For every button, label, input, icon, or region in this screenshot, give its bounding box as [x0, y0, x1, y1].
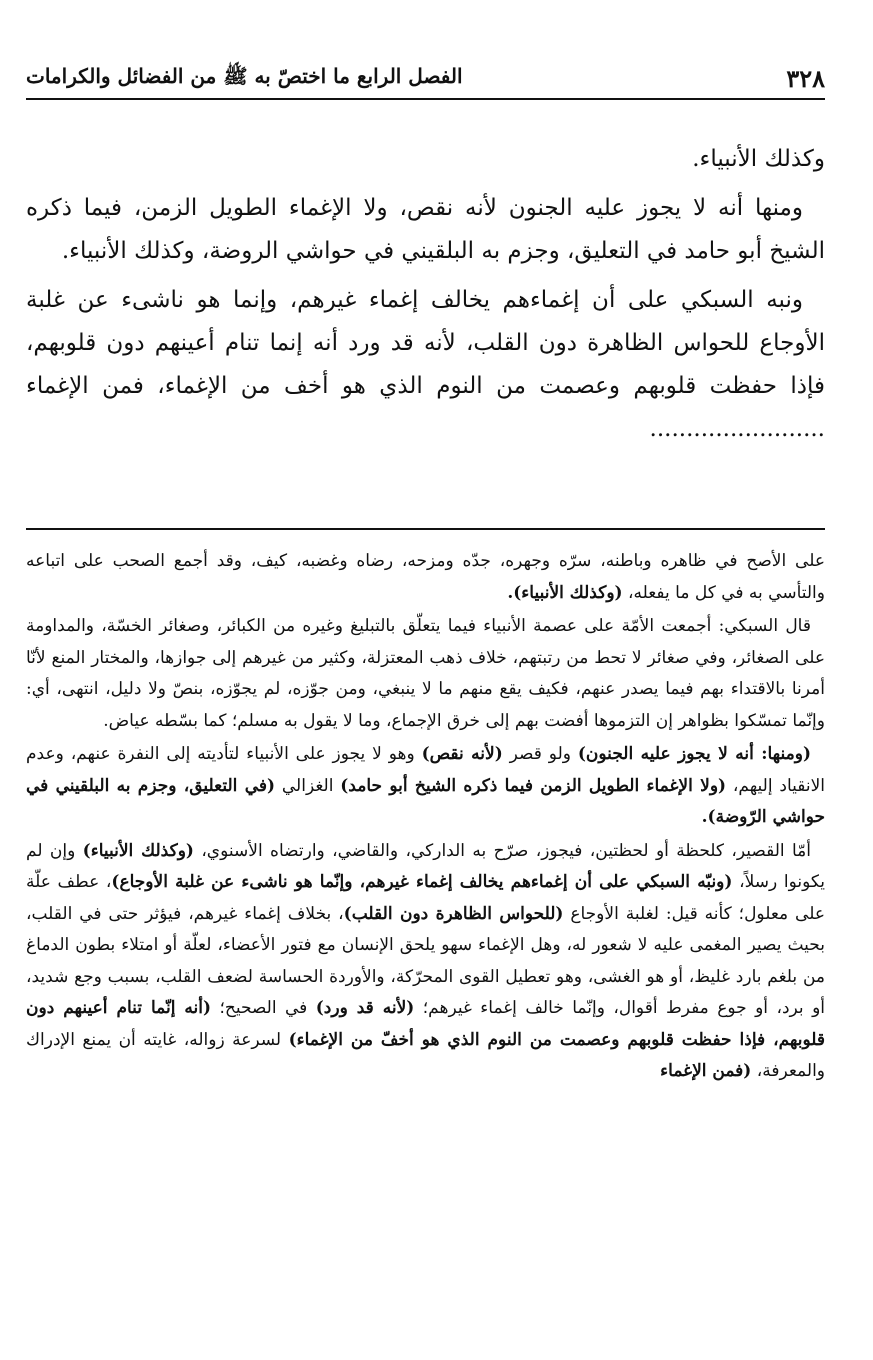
running-title: الفصل الرابع ما اختصّ به ﷺ من الفضائل والكرامات [26, 63, 463, 88]
commentary-paragraph-2: قال السبكي: أجمعت الأمّة على عصمة الأنبياء فيما يتعلّق بالتبليغ وغيره من الكبائر، وصغائر الخسّة، والمداومة على الصغائر، وفي صغائر لا تحط من رتبتهم، خلاف ذهب المعتزلة، وكثير من غيرهم إلى جوازها، والمختار المنع لأنّا أمرنا بالاقتداء بهم فيما يصدر عنهم، فكيف يقع منهم ما لا ينبغي، ومن جوّزه، لم يجوّزه، بنصّ ولا دليل، انتهى، أي: وإنّما تمسّكوا بظواهر إن التزموها أفضت بهم إلى خرق الإجماع، وما لا يقول به مسلم؛ كما بسّطه عياض. [26, 616, 825, 731]
quoted-text: (أنه إنّما تنام أعينهم دون قلوبهم، فإذا حفظت قلوبهم وعصمت من النوم الذي هو أخفّ من الإغماء) [26, 998, 825, 1050]
commentary [26, 546, 825, 1090]
quoted-text: (ونبّه السبكي على أن إغماءهم يخالف إغماء غيرهم، وإنّما هو ناشىء عن غلبة الأوجاع) [111, 872, 733, 892]
quoted-text: (لأنه نقص) [421, 744, 503, 764]
commentary-text: أمّا القصير، كلحظة أو لحظتين، فيجوز، صرّح به الداركي، والقاضي، وارتضاه الأسنوي، [193, 840, 812, 861]
commentary-text: الغزالي [275, 775, 341, 796]
quoted-text: (لأنه قد ورد) [315, 998, 415, 1018]
commentary-text: وإن لم يكونوا رسلاً، [26, 840, 826, 892]
main-text [26, 138, 825, 457]
quoted-text: (وكذلك الأنبياء) [82, 840, 194, 861]
commentary-text: ، عطف علّة على معلول؛ كأنه قيل: لغلبة الأوجاع [26, 872, 825, 924]
page-header [26, 58, 825, 100]
commentary-paragraph-4 [26, 836, 825, 1088]
main-paragraph-1: وكذلك الأنبياء. [692, 146, 825, 172]
commentary-text: وهو لا يجوز على الأنبياء لتأديته إلى النفرة عنهم، وعدم الانقياد إليهم، [26, 744, 825, 796]
quoted-text: (ومنها: أنه لا يجوز عليه الجنون) [577, 744, 811, 764]
commentary-paragraph-3 [26, 739, 825, 834]
quoted-text: (فمن الإغماء [660, 1061, 752, 1081]
commentary-text: على الأصح في ظاهره وباطنه، سرّه وجهره، جدّه ومزحه، رضاه وغضبه، كيف، وقد أجمع الصحب على اتباعه والتأسي به في كل ما يفعله، [26, 551, 825, 603]
quoted-text: (للحواس الظاهرة دون القلب) [343, 903, 564, 924]
quoted-text: (ولا الإغماء الطويل الزمن فيما ذكره الشيخ أبو حامد) [340, 775, 727, 796]
commentary-text: في الصحيح؛ [211, 998, 316, 1018]
main-paragraph-3 [26, 279, 825, 451]
page-number: ٣٢٨ [786, 63, 825, 93]
main-paragraph-3-text: ونبه السبكي على أن إغماءهم يخالف إغماء غيرهم، وإنما هو ناشىء عن غلبة الأوجاع للحواس الظاهرة دون القلب، لأنه قد ورد أنه إنما تنام أعينهم دون قلوبهم، فإذا حفظت قلوبهم وعصمت من النوم الذي هو أخف من الإغماء، فمن الإغماء [26, 287, 825, 399]
book-page [26, 0, 825, 1360]
continuation-dots: ........................ [649, 416, 825, 442]
commentary-paragraph-1 [26, 546, 825, 609]
commentary-text: ولو قصر [502, 744, 578, 764]
commentary-text: ، بخلاف إغماء غيرهم، فيؤثر حتى في القلب، بحيث يصير المغمى عليه لا شعور له، وهل الإغماء سهو يلحق الإنسان مع فتور الأعضاء، لعلّة أو امتلاء بطون الدماغ من بلغم بارد غليظ، أو هو الغشى، وهو تعطيل القوى المحرّكة، والأوردة الحساسة لضعف القلب، بسبب وجع شديد، أو برد، أو جوع مفرط أقوال، وإنّما خالف إغماء غيرهم؛ [26, 903, 826, 1018]
quoted-text: (في التعليق، وجزم به البلقيني في حواشي الرّوضة). [26, 775, 825, 827]
main-paragraph-2: ومنها أنه لا يجوز عليه الجنون لأنه نقص، ولا الإغماء الطويل الزمن، فيما ذكره الشيخ أبو حامد في التعليق، وجزم به البلقيني في حواشي الروضة، وكذلك الأنبياء. [26, 195, 825, 264]
footnote-divider [26, 528, 825, 530]
quoted-text: (وكذلك الأنبياء). [507, 582, 623, 603]
commentary-text: لسرعة زواله، غايته أن يمنع الإدراك والمعرفة، [26, 1029, 825, 1081]
